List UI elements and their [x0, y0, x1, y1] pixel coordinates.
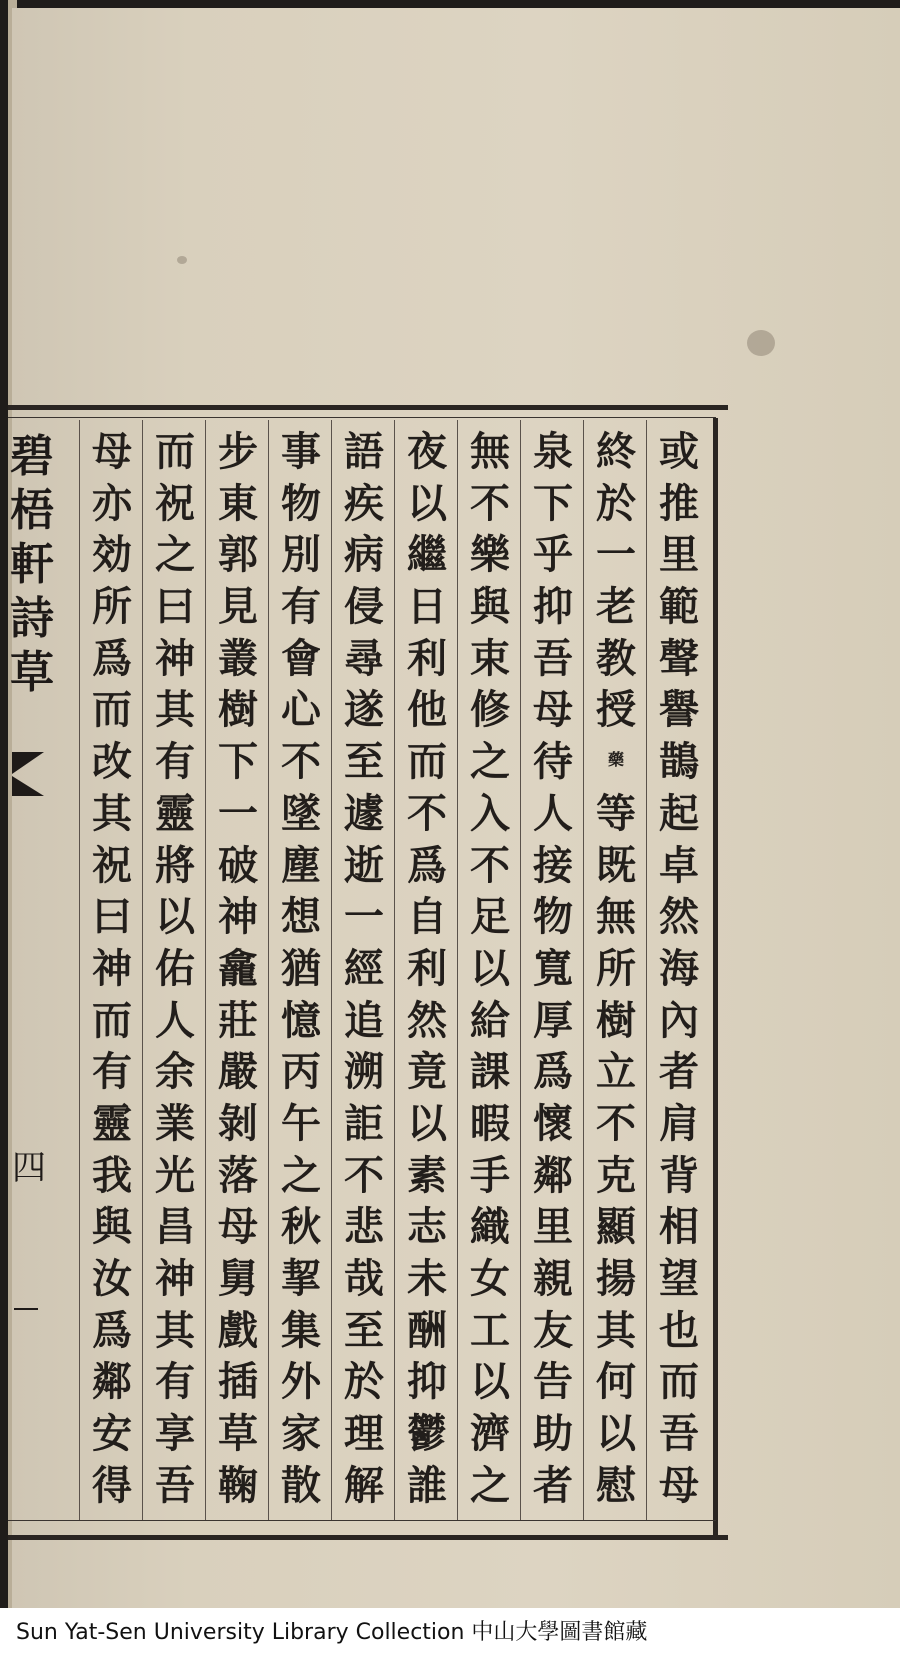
column-rule	[205, 420, 206, 1520]
margin-title-char: 軒	[10, 539, 54, 590]
column-rule	[457, 420, 458, 1520]
column-char: 悲	[344, 1203, 384, 1251]
column-char: 午	[281, 1099, 321, 1147]
ink-spot	[177, 256, 187, 264]
column-char: 理	[344, 1410, 384, 1458]
column-char: 於	[596, 479, 636, 527]
column-char: 之	[155, 531, 195, 579]
column-char: 而	[155, 428, 195, 475]
column-char: 享	[155, 1410, 195, 1458]
column-char: 無	[596, 893, 636, 941]
column-char: 剝	[218, 1099, 258, 1147]
column-char: 祝	[92, 841, 132, 889]
column-char: 課	[470, 1048, 510, 1096]
column-char: 終	[596, 428, 636, 475]
column-char: 莊	[218, 996, 258, 1044]
column-char: 接	[533, 841, 573, 889]
column-char: 酬	[407, 1306, 447, 1354]
column-char: 而	[659, 1358, 699, 1406]
column-char: 鄰	[533, 1151, 573, 1199]
column-char: 安	[92, 1410, 132, 1458]
column-char: 入	[470, 789, 510, 837]
column-char: 懷	[533, 1099, 573, 1147]
column-rule	[583, 420, 584, 1520]
column-char: 不	[596, 1099, 636, 1147]
column-char: 家	[281, 1410, 321, 1458]
column-char: 物	[281, 479, 321, 527]
column-rule	[79, 420, 80, 1520]
column-char: 憶	[281, 996, 321, 1044]
margin-title	[10, 430, 54, 700]
column-char: 祝	[155, 479, 195, 527]
column-char: 修	[470, 686, 510, 734]
column-char: 海	[659, 944, 699, 992]
column-char: 靈	[155, 789, 195, 837]
column-char: 尋	[344, 634, 384, 682]
column-char: 散	[281, 1461, 321, 1509]
margin-title-char: 梧	[10, 485, 54, 536]
column-char: 其	[155, 1306, 195, 1354]
column-char: 靈	[92, 1099, 132, 1147]
column-rule	[394, 420, 395, 1520]
column-char: 汝	[92, 1255, 132, 1302]
column-char: 遂	[344, 686, 384, 734]
column-char: 人	[533, 789, 573, 837]
column-char: 望	[659, 1255, 699, 1302]
column-char: 秋	[281, 1203, 321, 1251]
column-char: 卓	[659, 841, 699, 889]
column-char: 曰	[155, 583, 195, 631]
column-char: 以	[470, 944, 510, 992]
text-column	[335, 428, 393, 1512]
text-column	[461, 428, 519, 1512]
column-char: 語	[344, 428, 384, 475]
column-char: 不	[407, 789, 447, 837]
column-char: 織	[470, 1203, 510, 1251]
column-rule	[520, 420, 521, 1520]
column-char: 插	[218, 1358, 258, 1406]
column-char: 而	[92, 686, 132, 734]
column-char: 得	[92, 1461, 132, 1509]
column-char: 佑	[155, 944, 195, 992]
column-char: 暇	[470, 1099, 510, 1147]
text-column	[650, 428, 708, 1512]
column-char: 一	[218, 789, 258, 837]
column-char: 而	[92, 996, 132, 1044]
column-char: 既	[596, 841, 636, 889]
column-char: 樂	[470, 531, 510, 579]
column-char: 神	[92, 944, 132, 992]
column-char: 等	[596, 789, 636, 837]
column-char: 母	[533, 686, 573, 734]
column-char: 心	[281, 686, 321, 734]
column-char: 繼	[407, 531, 447, 579]
column-char: 無	[470, 428, 510, 475]
column-char: 誰	[407, 1461, 447, 1509]
ink-spot	[747, 330, 775, 356]
column-char: 範	[659, 583, 699, 631]
column-char: 外	[281, 1358, 321, 1406]
column-char: 之	[470, 738, 510, 786]
column-char: 不	[281, 738, 321, 786]
column-char: 將	[155, 841, 195, 889]
column-char: 背	[659, 1151, 699, 1199]
column-char: 然	[407, 996, 447, 1044]
column-char: 詎	[344, 1099, 384, 1147]
column-char: 里	[659, 531, 699, 579]
column-char: 志	[407, 1203, 447, 1251]
fishtail-mark	[12, 752, 44, 774]
column-char: 何	[596, 1358, 636, 1406]
column-char: 友	[533, 1306, 573, 1354]
column-char: 起	[659, 789, 699, 837]
column-char: 聲	[659, 634, 699, 682]
column-char: 教	[596, 634, 636, 682]
column-char: 溯	[344, 1048, 384, 1096]
folio-rule	[14, 1308, 38, 1310]
column-char: 經	[344, 944, 384, 992]
column-char: 立	[596, 1048, 636, 1096]
frame-inner-bottom-rule	[8, 1520, 716, 1521]
folio-number: 四	[12, 1148, 46, 1188]
column-char: 不	[470, 841, 510, 889]
column-char: 所	[596, 944, 636, 992]
frame-inner-top-rule	[8, 417, 716, 418]
column-char: 抑	[407, 1358, 447, 1406]
column-char: 神	[218, 893, 258, 941]
column-char: 下	[218, 738, 258, 786]
column-char: 有	[281, 583, 321, 631]
column-char: 墜	[281, 789, 321, 837]
column-char: 泉	[533, 428, 573, 475]
column-char: 一	[344, 893, 384, 941]
column-char: 乎	[533, 531, 573, 579]
column-char: 龕	[218, 944, 258, 992]
column-char: 鞠	[218, 1461, 258, 1509]
column-char: 光	[155, 1151, 195, 1199]
column-char: 一	[596, 531, 636, 579]
column-char: 譽	[659, 686, 699, 734]
column-char: 母	[92, 428, 132, 475]
column-char: 者	[533, 1461, 573, 1509]
frame-right-border	[713, 418, 718, 1536]
column-rule	[142, 420, 143, 1520]
column-char: 余	[155, 1048, 195, 1096]
column-char: 東	[218, 479, 258, 527]
column-char: 落	[218, 1151, 258, 1199]
column-char: 未	[407, 1255, 447, 1302]
column-char: 夜	[407, 428, 447, 475]
column-char: 里	[533, 1203, 573, 1251]
column-char: 爲	[407, 841, 447, 889]
column-char: 揚	[596, 1255, 636, 1302]
column-char: 鄰	[92, 1358, 132, 1406]
column-char: 吾	[659, 1410, 699, 1458]
column-char: 不	[344, 1151, 384, 1199]
column-char: 者	[659, 1048, 699, 1096]
column-char: 破	[218, 841, 258, 889]
column-char: 肩	[659, 1099, 699, 1147]
column-char: 濟	[470, 1410, 510, 1458]
column-char: 嚴	[218, 1048, 258, 1096]
column-char: 追	[344, 996, 384, 1044]
column-char: 爲	[92, 634, 132, 682]
column-char: 物	[533, 893, 573, 941]
column-char: 郭	[218, 531, 258, 579]
column-char: 集	[281, 1306, 321, 1354]
column-char: 以	[407, 1099, 447, 1147]
collection-credit: Sun Yat-Sen University Library Collection 中山大學圖書館藏	[0, 1608, 900, 1657]
column-char: 以	[407, 479, 447, 527]
column-char: 至	[344, 738, 384, 786]
column-char: 母	[659, 1461, 699, 1509]
text-column	[83, 428, 141, 1512]
column-char: 吾	[533, 634, 573, 682]
column-char: 會	[281, 634, 321, 682]
column-char: 遽	[344, 789, 384, 837]
column-char: 鬱	[407, 1410, 447, 1458]
column-char: 授	[596, 686, 636, 734]
column-char: 逝	[344, 841, 384, 889]
column-char: 所	[92, 583, 132, 631]
text-column	[272, 428, 330, 1512]
column-char: 與	[470, 583, 510, 631]
column-char: 神	[155, 634, 195, 682]
column-char: 戲	[218, 1306, 258, 1354]
column-char: 然	[659, 893, 699, 941]
column-char: 利	[407, 944, 447, 992]
column-rule	[268, 420, 269, 1520]
column-char: 利	[407, 634, 447, 682]
column-char: 束	[470, 634, 510, 682]
column-char: 草	[218, 1410, 258, 1458]
text-column	[146, 428, 204, 1512]
column-char: 爲	[92, 1306, 132, 1354]
column-rule	[646, 420, 647, 1520]
column-char: 舅	[218, 1255, 258, 1302]
column-char: 挈	[281, 1255, 321, 1302]
column-char: 昌	[155, 1203, 195, 1251]
column-char: 其	[155, 686, 195, 734]
column-char: 而	[407, 738, 447, 786]
text-column	[587, 428, 645, 1512]
column-char: 厚	[533, 996, 573, 1044]
column-char: 効	[92, 531, 132, 579]
column-char: 人	[155, 996, 195, 1044]
text-column	[398, 428, 456, 1512]
column-char: 有	[155, 738, 195, 786]
column-char: 自	[407, 893, 447, 941]
column-char: 母	[218, 1203, 258, 1251]
column-char: 事	[281, 428, 321, 475]
column-char: 鵲	[659, 738, 699, 786]
column-char: 顯	[596, 1203, 636, 1251]
column-char: 以	[470, 1358, 510, 1406]
column-char: 藥	[607, 750, 624, 770]
column-char: 其	[596, 1306, 636, 1354]
column-char: 侵	[344, 583, 384, 631]
column-char: 親	[533, 1255, 573, 1302]
column-char: 日	[407, 583, 447, 631]
column-char: 抑	[533, 583, 573, 631]
column-char: 不	[470, 479, 510, 527]
column-char: 業	[155, 1099, 195, 1147]
column-char: 以	[155, 893, 195, 941]
column-char: 待	[533, 738, 573, 786]
column-char: 寬	[533, 944, 573, 992]
margin-title-char: 草	[10, 647, 54, 698]
column-char: 想	[281, 893, 321, 941]
column-char: 見	[218, 583, 258, 631]
column-char: 以	[596, 1410, 636, 1458]
column-char: 解	[344, 1461, 384, 1509]
column-char: 樹	[596, 996, 636, 1044]
column-char: 他	[407, 686, 447, 734]
column-char: 樹	[218, 686, 258, 734]
column-rule	[331, 420, 332, 1520]
column-char: 女	[470, 1255, 510, 1302]
column-char: 足	[470, 893, 510, 941]
margin-title-char: 碧	[10, 431, 54, 482]
column-char: 與	[92, 1203, 132, 1251]
column-char: 爲	[533, 1048, 573, 1096]
column-char: 曰	[92, 893, 132, 941]
fishtail-mark	[12, 776, 44, 796]
column-char: 下	[533, 479, 573, 527]
column-char: 告	[533, 1358, 573, 1406]
column-char: 疾	[344, 479, 384, 527]
column-char: 之	[470, 1461, 510, 1509]
column-char: 改	[92, 738, 132, 786]
column-char: 於	[344, 1358, 384, 1406]
column-char: 或	[659, 428, 699, 475]
column-char: 竟	[407, 1048, 447, 1096]
column-char: 有	[155, 1358, 195, 1406]
column-char: 吾	[155, 1461, 195, 1509]
column-char: 慰	[596, 1461, 636, 1509]
text-column	[209, 428, 267, 1512]
column-char: 素	[407, 1151, 447, 1199]
column-char: 也	[659, 1306, 699, 1354]
column-char: 神	[155, 1255, 195, 1302]
column-char: 手	[470, 1151, 510, 1199]
text-column	[524, 428, 582, 1512]
column-char: 推	[659, 479, 699, 527]
column-char: 猶	[281, 944, 321, 992]
column-char: 給	[470, 996, 510, 1044]
column-char: 克	[596, 1151, 636, 1199]
column-char: 我	[92, 1151, 132, 1199]
column-char: 丙	[281, 1048, 321, 1096]
column-char: 亦	[92, 479, 132, 527]
column-char: 塵	[281, 841, 321, 889]
column-char: 病	[344, 531, 384, 579]
column-char: 叢	[218, 634, 258, 682]
column-char: 其	[92, 789, 132, 837]
column-char: 別	[281, 531, 321, 579]
column-char: 哉	[344, 1255, 384, 1302]
column-char: 之	[281, 1151, 321, 1199]
column-char: 相	[659, 1203, 699, 1251]
column-char: 至	[344, 1306, 384, 1354]
column-char: 步	[218, 428, 258, 475]
column-char: 內	[659, 996, 699, 1044]
column-char: 老	[596, 583, 636, 631]
column-char: 助	[533, 1410, 573, 1458]
column-char: 有	[92, 1048, 132, 1096]
column-char: 工	[470, 1306, 510, 1354]
margin-title-char: 詩	[10, 593, 54, 644]
